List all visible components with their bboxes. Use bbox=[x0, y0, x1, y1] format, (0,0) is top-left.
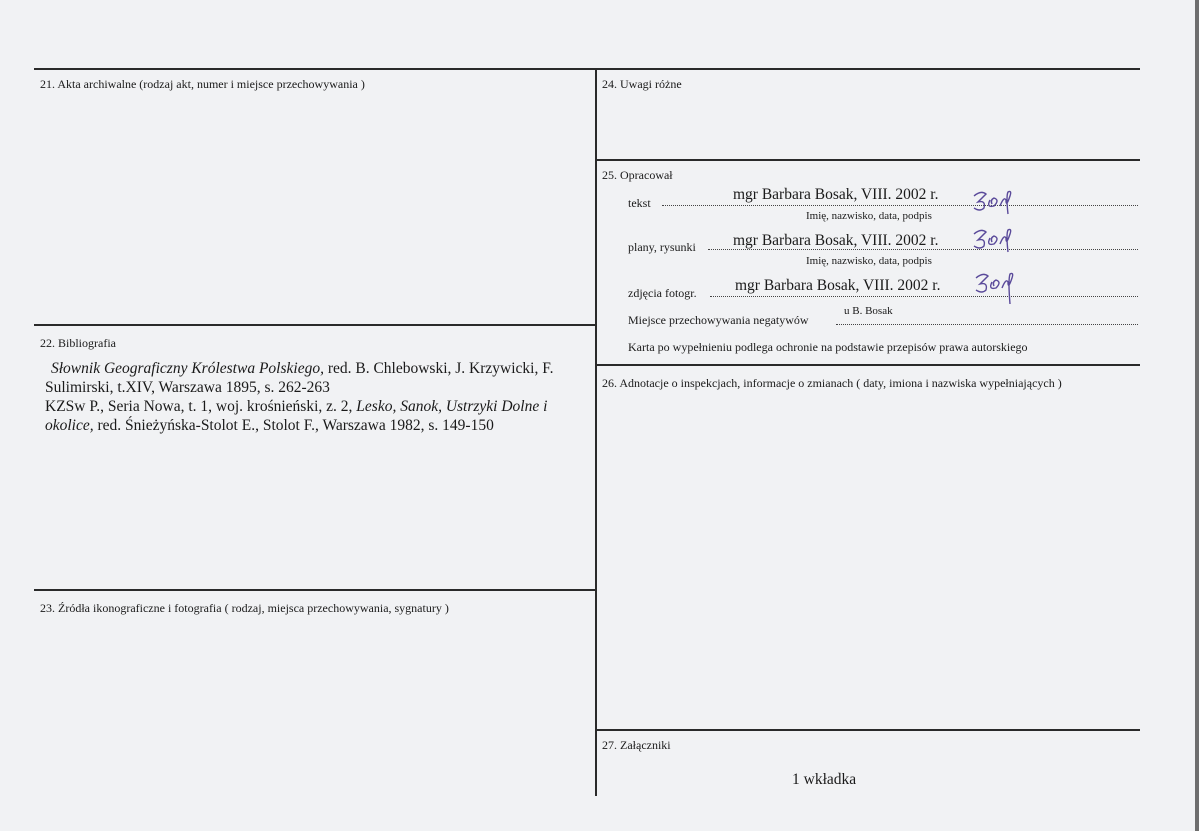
plany-value: mgr Barbara Bosak, VIII. 2002 r. bbox=[733, 232, 939, 249]
bibliography-entry-1 bbox=[45, 359, 590, 397]
miejsce-label: Miejsce przechowywania negatywów bbox=[628, 313, 809, 327]
top-rule bbox=[34, 68, 1140, 70]
signature-plany bbox=[968, 224, 1026, 254]
bibliography-entry-2-details: red. Śnieżyńska-Stolot E., Stolot F., Warszawa 1982, s. 149-150 bbox=[93, 417, 494, 434]
bibliography-text bbox=[45, 359, 590, 435]
rule-22-23 bbox=[34, 589, 597, 591]
section-27-label: 27. Załączniki bbox=[602, 738, 671, 752]
zdjecia-dotted-line bbox=[710, 296, 1138, 297]
miejsce-value: u B. Bosak bbox=[844, 305, 893, 317]
tekst-dotted-line bbox=[662, 205, 1138, 206]
section-23-label: 23. Źródła ikonograficzne i fotografia ( rodzaj, miejsca przechowywania, sygnatury ) bbox=[40, 601, 449, 615]
bibliography-entry-2-prefix: KZSw P., Seria Nowa, t. 1, woj. krośnieński, z. 2, bbox=[45, 398, 357, 415]
rule-26-27 bbox=[597, 729, 1140, 731]
signature-zdjecia bbox=[970, 268, 1028, 306]
bibliography-entry-1-details: red. B. Chlebowski, J. Krzywicki, F. Sulimirski, t.XIV, Warszawa 1895, s. 262-263 bbox=[45, 360, 554, 396]
tekst-value: mgr Barbara Bosak, VIII. 2002 r. bbox=[733, 186, 939, 203]
zdjecia-label: zdjęcia fotogr. bbox=[628, 286, 697, 300]
miejsce-dotted-line bbox=[836, 324, 1138, 325]
scan-edge bbox=[1195, 0, 1199, 831]
bibliography-entry-1-title: Słownik Geograficzny Królestwa Polskiego, bbox=[51, 360, 324, 377]
rule-21-22 bbox=[34, 324, 597, 326]
rule-25-26 bbox=[597, 364, 1140, 366]
rule-24-25 bbox=[597, 159, 1140, 161]
section-24-label: 24. Uwagi różne bbox=[602, 77, 682, 91]
plany-label: plany, rysunki bbox=[628, 240, 696, 254]
section-21-label: 21. Akta archiwalne (rodzaj akt, numer i miejsce przechowywania ) bbox=[40, 77, 365, 91]
zdjecia-value: mgr Barbara Bosak, VIII. 2002 r. bbox=[735, 277, 941, 294]
bibliography-entry-2 bbox=[45, 397, 590, 435]
attachments-value: 1 wkładka bbox=[792, 771, 857, 788]
tekst-label: tekst bbox=[628, 196, 651, 210]
center-divider bbox=[595, 68, 597, 796]
section-26-label: 26. Adnotacje o inspekcjach, informacje o zmianach ( daty, imiona i nazwiska wypełniających ) bbox=[602, 376, 1062, 390]
bibliography-entry-2-title: Lesko, Sanok, Ustrzyki Dolne i okolice, bbox=[45, 398, 548, 434]
signature-tekst bbox=[968, 186, 1026, 216]
section-25-label: 25. Opracował bbox=[602, 168, 673, 182]
plany-caption: Imię, nazwisko, data, podpis bbox=[806, 255, 932, 267]
section-22-label: 22. Bibliografia bbox=[40, 336, 116, 350]
tekst-caption: Imię, nazwisko, data, podpis bbox=[806, 210, 932, 222]
copyright-note: Karta po wypełnieniu podlega ochronie na podstawie przepisów prawa autorskiego bbox=[628, 340, 1028, 354]
